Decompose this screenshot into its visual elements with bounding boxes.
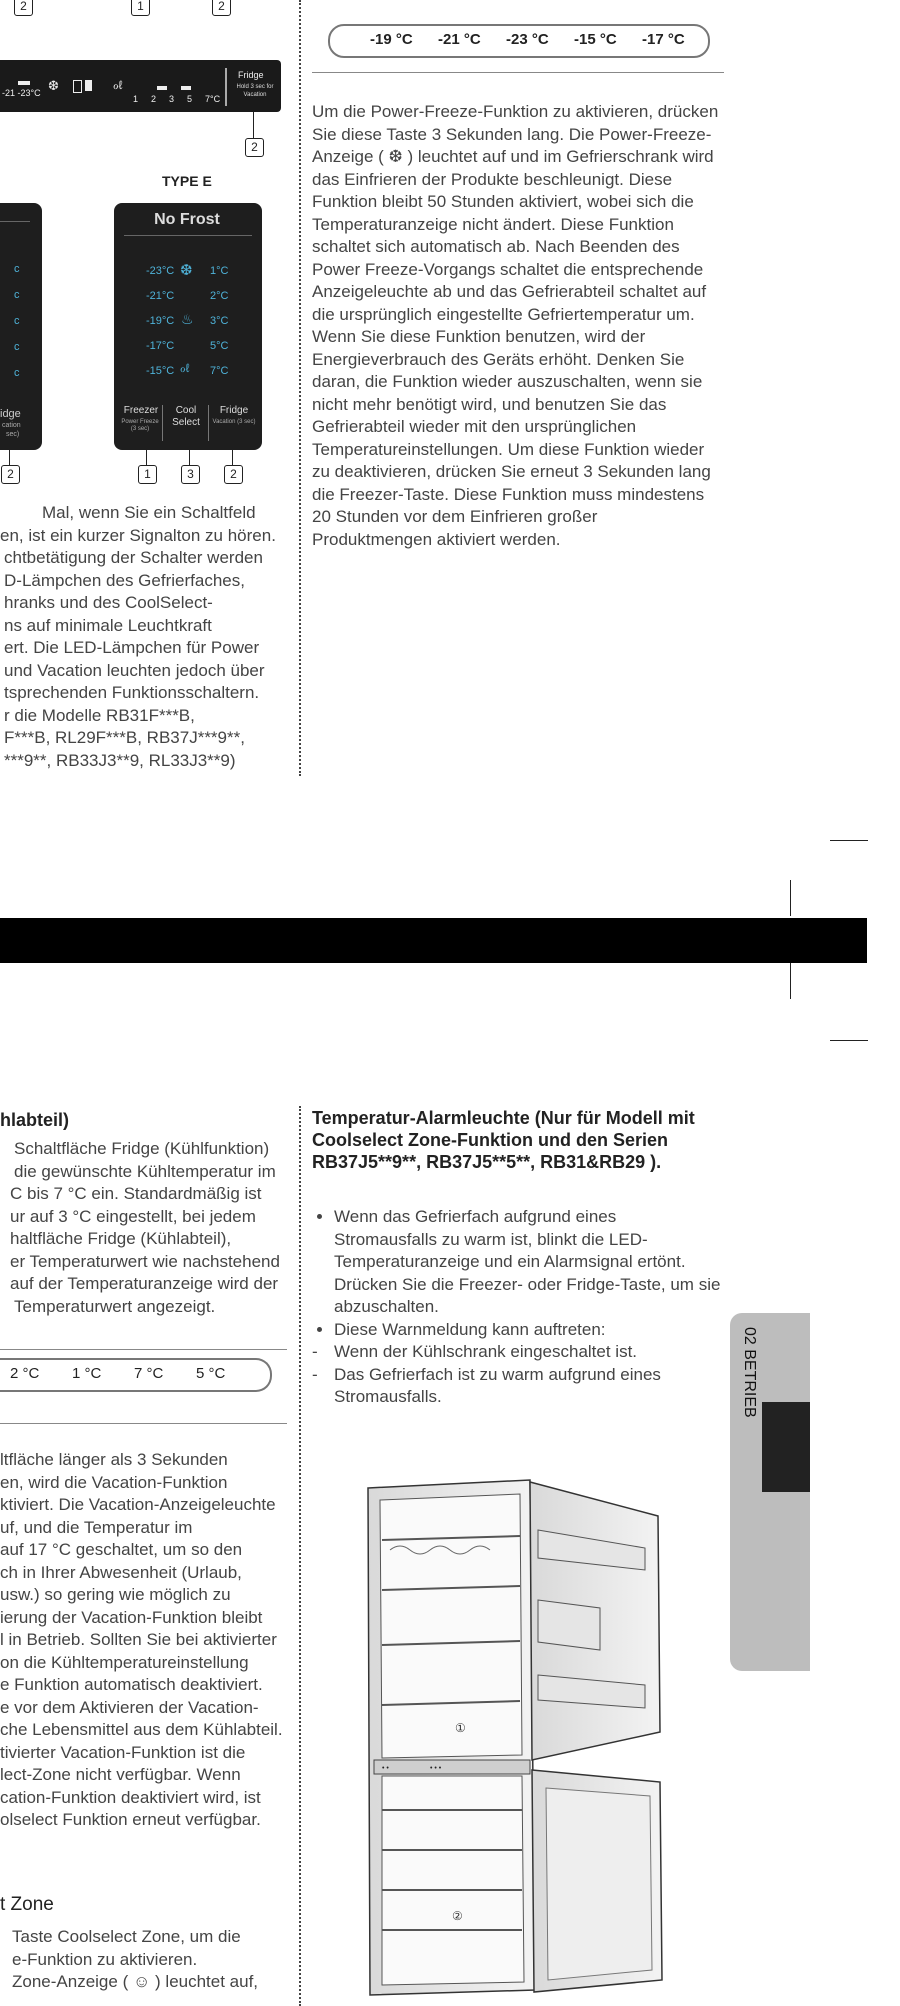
freezer-temp: -21°C: [146, 290, 175, 302]
callout-2: ②: [452, 1909, 463, 1923]
divider: [312, 72, 724, 73]
callout-marker: 1: [138, 465, 157, 484]
freezer-button-label: Freezer: [123, 405, 159, 416]
coolselect-text: Taste Coolselect Zone, um die e-Funktion zu aktivieren. Zone-Anzeige ( ☺ ) leuchtet auf,: [12, 1927, 259, 1991]
strip-fridge-sub: Hold 3 sec for Vacation: [236, 84, 274, 98]
door-icon: [73, 80, 82, 93]
strip-temps: -21 -23°C: [2, 88, 41, 98]
type-label: TYPE E: [162, 173, 212, 189]
snowflake-icon: ❆: [48, 78, 59, 93]
vacation-icon: ℴℓ: [113, 78, 123, 92]
divider: [0, 1423, 287, 1424]
cool-select-button-label: Cool Select: [172, 405, 200, 428]
control-panel-partial: c c c c c idge cation sec): [0, 203, 42, 450]
strip-bar: [18, 81, 30, 85]
chapter-label: 02 BETRIEB: [741, 1327, 758, 1418]
alarm-list: [312, 1206, 722, 1409]
panel-title: No Frost: [154, 211, 220, 228]
column-separator: [299, 0, 301, 776]
svg-text:• • •: • • •: [430, 1765, 442, 1772]
callout-marker: 2: [1, 465, 20, 484]
section-heading: t Zone: [0, 1894, 54, 1915]
vacation-icon: ℴℓ: [180, 361, 190, 375]
callout-marker: 3: [181, 465, 200, 484]
door-icon: [85, 80, 92, 91]
power-freeze-icon: ❆: [180, 262, 193, 279]
fridge-temp: 2°C: [210, 290, 229, 302]
section-heading: hlabteil): [0, 1110, 70, 1130]
vacation-function-text: ltfläche länger als 3 Sekunden en, wird die Vacation-Funktion ktiviert. Die Vacation-Anzeigeleuchte uf, und die Temperatur im auf 17 °C geschaltet, um so den ch in Ihrer Abwesenheit (Urlaub, usw.) so gering wie möglich zu ierung der Vacation-Funktion bleibt l in Betrieb. Sollten Sie bei aktivierter on die Kühltemperatureinstellung e Funktion automatisch deaktiviert. e vor dem Aktivieren der Vacation- che Lebensmittel aus dem Kühlabteil. tivierter Vacation-Funktion ist die lect-Zone nicht verfügbar. Wenn cation-Funktion deaktiviert wird, ist olselect Funktion erneut verfügbar.: [0, 1450, 283, 1829]
fridge-button-label: Fridge: [219, 405, 249, 416]
list-item: • Diese Warnmeldung kann auftreten:: [334, 1319, 722, 1342]
freezer-temp: -19°C: [146, 315, 175, 327]
control-panel-type-e: [114, 203, 262, 450]
list-item: - Das Gefrierfach ist zu warm aufgrund eines Stromausfalls.: [312, 1364, 722, 1409]
strip-fridge-title: Fridge: [238, 70, 264, 80]
callout-marker: 2: [245, 138, 264, 157]
chapter-tab-active: [762, 1402, 810, 1492]
freezer-temp: -17°C: [146, 340, 175, 352]
fridge-temp: 7°C: [210, 365, 229, 377]
callout-1: ①: [455, 1721, 466, 1735]
strip-bar: [157, 86, 167, 90]
left-column-text: Mal, wenn Sie ein Schaltfeld en, ist ein kurzer Signalton zu hören. chtbetätigung der Schalter werden D-Lämpchen des Gefrierfaches, hranks und des CoolSelect- ns auf minimale Leuchtkraft ert. Die LED-Lämpchen für Power und Vacation leuchten jedoch über tsprechenden Funktionsschaltern. r die Modelle RB31F***B, F***B, RL29F***B, RB37J***9**, ***9**, RB33J3**9, RL33J3**9): [0, 503, 276, 770]
cool-select-icon: ♨: [181, 311, 194, 327]
list-item: • Wenn das Gefrierfach aufgrund eines Stromausfalls zu warm ist, blinkt die LED-Temperaturanzeige und ein Alarmsignal ertönt. Drücken Sie die Freezer- oder Fridge-Taste, um sie abzuschalten.: [334, 1206, 722, 1319]
refrigerator-illustration: [360, 1470, 680, 2000]
page-separator-band: [0, 918, 867, 963]
alarm-heading: Temperatur-Alarmleuchte (Nur für Modell mit Coolselect Zone-Funktion und den Serien RB37J5**9**, RB37J5**5**, RB31&RB29 ).: [312, 1108, 695, 1172]
fridge-temp: 5°C: [210, 340, 229, 352]
control-strip: -21 -23°C ❆ ℴℓ 1 2 3 5 7°C Fridge Hold 3 sec for Vacation: [0, 60, 281, 112]
svg-text:• •: • •: [382, 1765, 389, 1772]
freezer-temp: -23°C: [146, 265, 175, 277]
freezer-temp-cycle: -19 °C -21 °C -23 °C -15 °C -17 °C: [328, 24, 710, 58]
power-freeze-text: Um die Power-Freeze-Funktion zu aktivieren, drücken Sie diese Taste 3 Sekunden lang. Die Power-Freeze-Anzeige ( ❆ ) leuchtet auf und im Gefrierschrank wird das Einfrieren der Produkte beschleunigt. Diese Funktion bleibt 50 Stunden aktiviert, wobei sich die Temperaturanzeige nicht ändert. Diese Funktion schaltet sich automatisch ab. Nach Beenden des Power Freeze-Vorgangs schaltet die entsprechende Anzeigeleuchte ab und das Gefrierabteil schaltet auf die ursprünglich eingestellte Gefriertemperatur um. Wenn Sie diese Funktion benutzen, wird der Energieverbrauch des Geräts erhöht. Denken Sie daran, die Funktion wieder auszuschalten, wenn sie nicht mehr benötigt wird, und benutzen Sie das Gefrierabteil wieder mit den ursprünglichen Temperatureinstellungen. Um diese Funktion wieder zu deaktivieren, drücken Sie erneut 3 Sekunden lang die Freezer-Taste. Diese Funktion muss mindestens 20 Stunden vor dem Einfrieren großer Produktmengen aktiviert werden.: [312, 102, 719, 549]
fridge-temp: 3°C: [210, 315, 229, 327]
callout-marker: 2: [224, 465, 243, 484]
strip-divider: [225, 68, 227, 106]
callout-marker: 1: [131, 0, 150, 16]
callout-marker: 2: [14, 0, 33, 16]
column-separator: [299, 1106, 301, 2006]
strip-bar: [181, 86, 191, 90]
fridge-temp-cycle: 2 °C 1 °C 7 °C 5 °C: [0, 1358, 272, 1392]
leader-line: [253, 112, 254, 138]
freezer-temp: -15°C: [146, 365, 175, 377]
freezer-button-sub: Power Freeze (3 sec): [121, 419, 159, 432]
fridge-temp: 1°C: [210, 265, 229, 277]
fridge-function-text: Schaltfläche Fridge (Kühlfunktion) die gewünschte Kühltemperatur im C bis 7 °C ein. Standardmäßig ist ur auf 3 °C eingestellt, bei jedem haltfläche Fridge (Kühlabteil), er Temperaturwert wie nachstehend auf der Temperaturanzeige wird der Temperaturwert angezeigt.: [10, 1139, 280, 1316]
divider: [0, 1349, 287, 1350]
callout-marker: 2: [212, 0, 231, 16]
list-item: - Wenn der Kühlschrank eingeschaltet ist.: [312, 1341, 722, 1364]
fridge-button-sub: Vacation (3 sec): [212, 419, 256, 425]
